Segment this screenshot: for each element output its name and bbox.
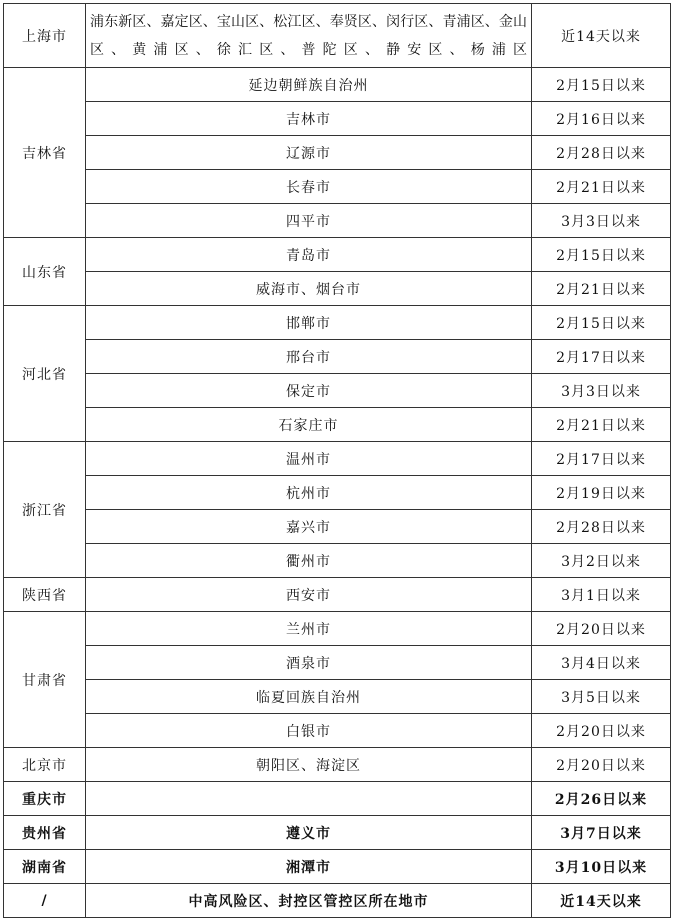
date-cell: 3月1日以来	[532, 578, 671, 612]
city-cell: 白银市	[86, 714, 532, 748]
city-cell: 邯郸市	[86, 306, 532, 340]
table-row	[4, 544, 671, 578]
date-cell: 2月17日以来	[532, 442, 671, 476]
date-cell: 2月20日以来	[532, 714, 671, 748]
date-cell: 近14天以来	[532, 4, 671, 68]
city-cell: 青岛市	[86, 238, 532, 272]
province-cell: 河北省	[4, 306, 86, 442]
table-row	[4, 646, 671, 680]
table-row	[4, 748, 671, 782]
table-row	[4, 510, 671, 544]
risk-area-table	[3, 3, 671, 918]
city-cell: 嘉兴市	[86, 510, 532, 544]
date-cell: 2月15日以来	[532, 238, 671, 272]
province-cell: 湖南省	[4, 850, 86, 884]
table-row	[4, 238, 671, 272]
date-cell: 3月5日以来	[532, 680, 671, 714]
table-body	[4, 4, 671, 918]
province-cell: 上海市	[4, 4, 86, 68]
province-cell: 吉林省	[4, 68, 86, 238]
province-cell: 贵州省	[4, 816, 86, 850]
table-row	[4, 170, 671, 204]
city-cell: 临夏回族自治州	[86, 680, 532, 714]
province-cell: 甘肃省	[4, 612, 86, 748]
date-cell: 3月4日以来	[532, 646, 671, 680]
table-row	[4, 816, 671, 850]
table-row	[4, 136, 671, 170]
city-cell: 温州市	[86, 442, 532, 476]
date-cell: 2月21日以来	[532, 272, 671, 306]
district-list-cell: 浦东新区、嘉定区、宝山区、松江区、奉贤区、闵行区、青浦区、金山区、黄浦区、徐汇区、普陀区、静安区、杨浦区	[86, 4, 532, 68]
table-row	[4, 204, 671, 238]
province-cell: /	[4, 884, 86, 918]
city-cell: 湘潭市	[86, 850, 532, 884]
city-cell: 威海市、烟台市	[86, 272, 532, 306]
city-cell: 兰州市	[86, 612, 532, 646]
date-cell: 3月3日以来	[532, 374, 671, 408]
city-cell: 四平市	[86, 204, 532, 238]
city-cell: 保定市	[86, 374, 532, 408]
city-cell: 酒泉市	[86, 646, 532, 680]
city-cell: 中高风险区、封控区管控区所在地市	[86, 884, 532, 918]
date-cell: 2月15日以来	[532, 306, 671, 340]
table-row	[4, 850, 671, 884]
date-cell: 2月26日以来	[532, 782, 671, 816]
date-cell: 2月28日以来	[532, 510, 671, 544]
date-cell: 2月16日以来	[532, 102, 671, 136]
date-cell: 3月10日以来	[532, 850, 671, 884]
date-cell: 2月17日以来	[532, 340, 671, 374]
city-cell: 杭州市	[86, 476, 532, 510]
table-row	[4, 340, 671, 374]
date-cell: 3月3日以来	[532, 204, 671, 238]
table-row	[4, 612, 671, 646]
city-cell: 延边朝鲜族自治州	[86, 68, 532, 102]
date-cell: 2月20日以来	[532, 612, 671, 646]
table-row	[4, 680, 671, 714]
table-row	[4, 476, 671, 510]
table-row	[4, 884, 671, 918]
date-cell: 2月21日以来	[532, 408, 671, 442]
date-cell: 2月21日以来	[532, 170, 671, 204]
date-cell: 2月15日以来	[532, 68, 671, 102]
city-cell: 长春市	[86, 170, 532, 204]
table-row	[4, 408, 671, 442]
table-row	[4, 306, 671, 340]
province-cell: 陕西省	[4, 578, 86, 612]
table-row	[4, 782, 671, 816]
city-cell: 辽源市	[86, 136, 532, 170]
table-row	[4, 102, 671, 136]
province-cell: 浙江省	[4, 442, 86, 578]
table-row	[4, 272, 671, 306]
table-row	[4, 4, 671, 68]
city-cell: 邢台市	[86, 340, 532, 374]
date-cell: 近14天以来	[532, 884, 671, 918]
city-cell: 遵义市	[86, 816, 532, 850]
city-cell	[86, 782, 532, 816]
table-row	[4, 374, 671, 408]
date-cell: 3月7日以来	[532, 816, 671, 850]
city-cell: 衢州市	[86, 544, 532, 578]
table-row	[4, 68, 671, 102]
city-cell: 西安市	[86, 578, 532, 612]
province-cell: 重庆市	[4, 782, 86, 816]
date-cell: 2月20日以来	[532, 748, 671, 782]
province-cell: 山东省	[4, 238, 86, 306]
table-row	[4, 442, 671, 476]
city-cell: 吉林市	[86, 102, 532, 136]
date-cell: 2月19日以来	[532, 476, 671, 510]
date-cell: 2月28日以来	[532, 136, 671, 170]
date-cell: 3月2日以来	[532, 544, 671, 578]
city-cell: 石家庄市	[86, 408, 532, 442]
table-row	[4, 714, 671, 748]
province-cell: 北京市	[4, 748, 86, 782]
table-row	[4, 578, 671, 612]
city-cell: 朝阳区、海淀区	[86, 748, 532, 782]
